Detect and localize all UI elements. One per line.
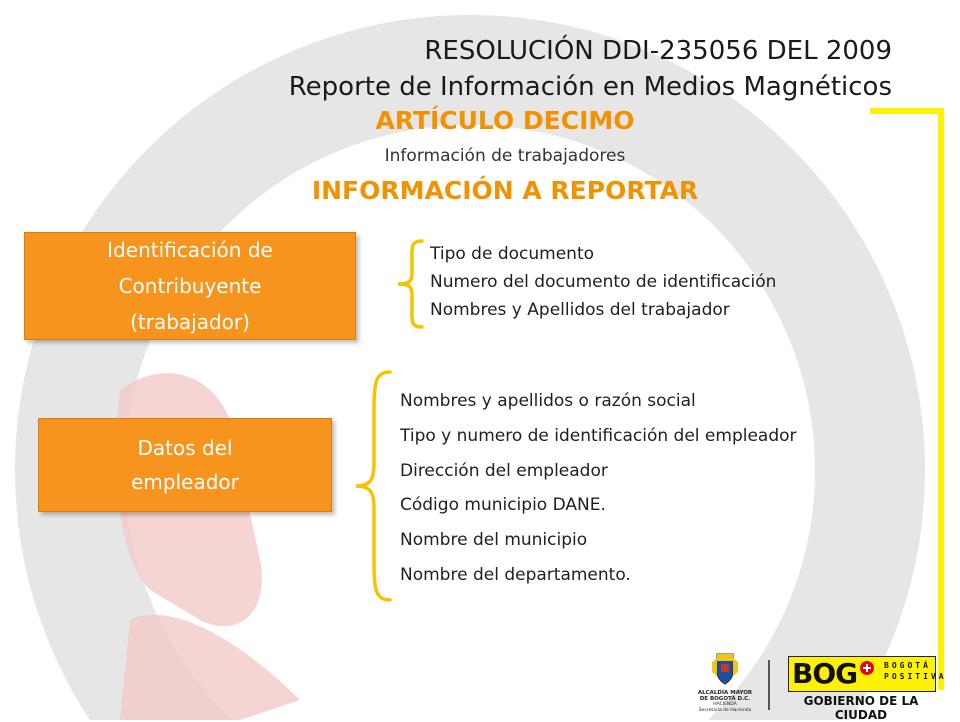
contribuyente-list [430, 240, 776, 324]
report-heading: INFORMACIÓN A REPORTAR [311, 176, 699, 205]
list-item: Nombre del municipio [400, 530, 588, 551]
article-subtitle: Información de trabajadores [384, 146, 626, 166]
title-line-2: Reporte de Información en Medios Magnéticos [288, 72, 892, 102]
empleador-box-line-1: Datos del [137, 436, 233, 460]
title-line-1: RESOLUCIÓN DDI-235056 DEL 2009 [424, 36, 892, 66]
bog-mark: BOG [792, 657, 858, 690]
contribuyente-box-line-2: Contribuyente [118, 274, 262, 298]
plus-icon [860, 661, 874, 675]
list-item: Nombres y Apellidos del trabajador [430, 300, 730, 320]
list-item: Código municipio DANE. [400, 495, 606, 516]
empleador-box-line-2: empleador [131, 470, 239, 494]
list-item: Nombres y apellidos o razón social [400, 391, 696, 411]
alcaldia-logo [690, 652, 760, 716]
bog-tagline: GOBIERNO DE LA CIUDAD [803, 694, 919, 722]
brace-icon [350, 368, 396, 604]
bog-word-2: POSITIVA [884, 672, 947, 681]
contribuyente-box [24, 232, 356, 340]
crest-text-3: HACIENDA [713, 702, 737, 707]
contribuyente-box-line-3: (trabajador) [130, 310, 250, 334]
bogota-positiva-logo [788, 656, 947, 722]
contribuyente-box-line-1: Identificación de [107, 238, 273, 262]
bog-word-1: BOGOTÁ [884, 661, 931, 670]
list-item: Numero del documento de identificación [430, 272, 777, 292]
empleador-list [400, 384, 797, 593]
list-item: Tipo y numero de identificación del empleador [400, 425, 797, 446]
footer-divider [768, 660, 770, 710]
brace-icon [392, 238, 428, 330]
crest-text-2: DE BOGOTÁ D.C. [699, 696, 751, 702]
list-item: Nombre del departamento. [400, 564, 631, 585]
article-heading: ARTÍCULO DECIMO [375, 106, 635, 135]
list-item: Dirección del empleador [400, 460, 608, 481]
crest-text-4: Secretaría de Hacienda [698, 708, 752, 713]
crest-text-1: ALCALDÍA MAYOR [697, 690, 753, 696]
empleador-box [38, 418, 332, 512]
coat-of-arms-icon [690, 652, 760, 686]
list-item: Tipo de documento [430, 244, 595, 264]
